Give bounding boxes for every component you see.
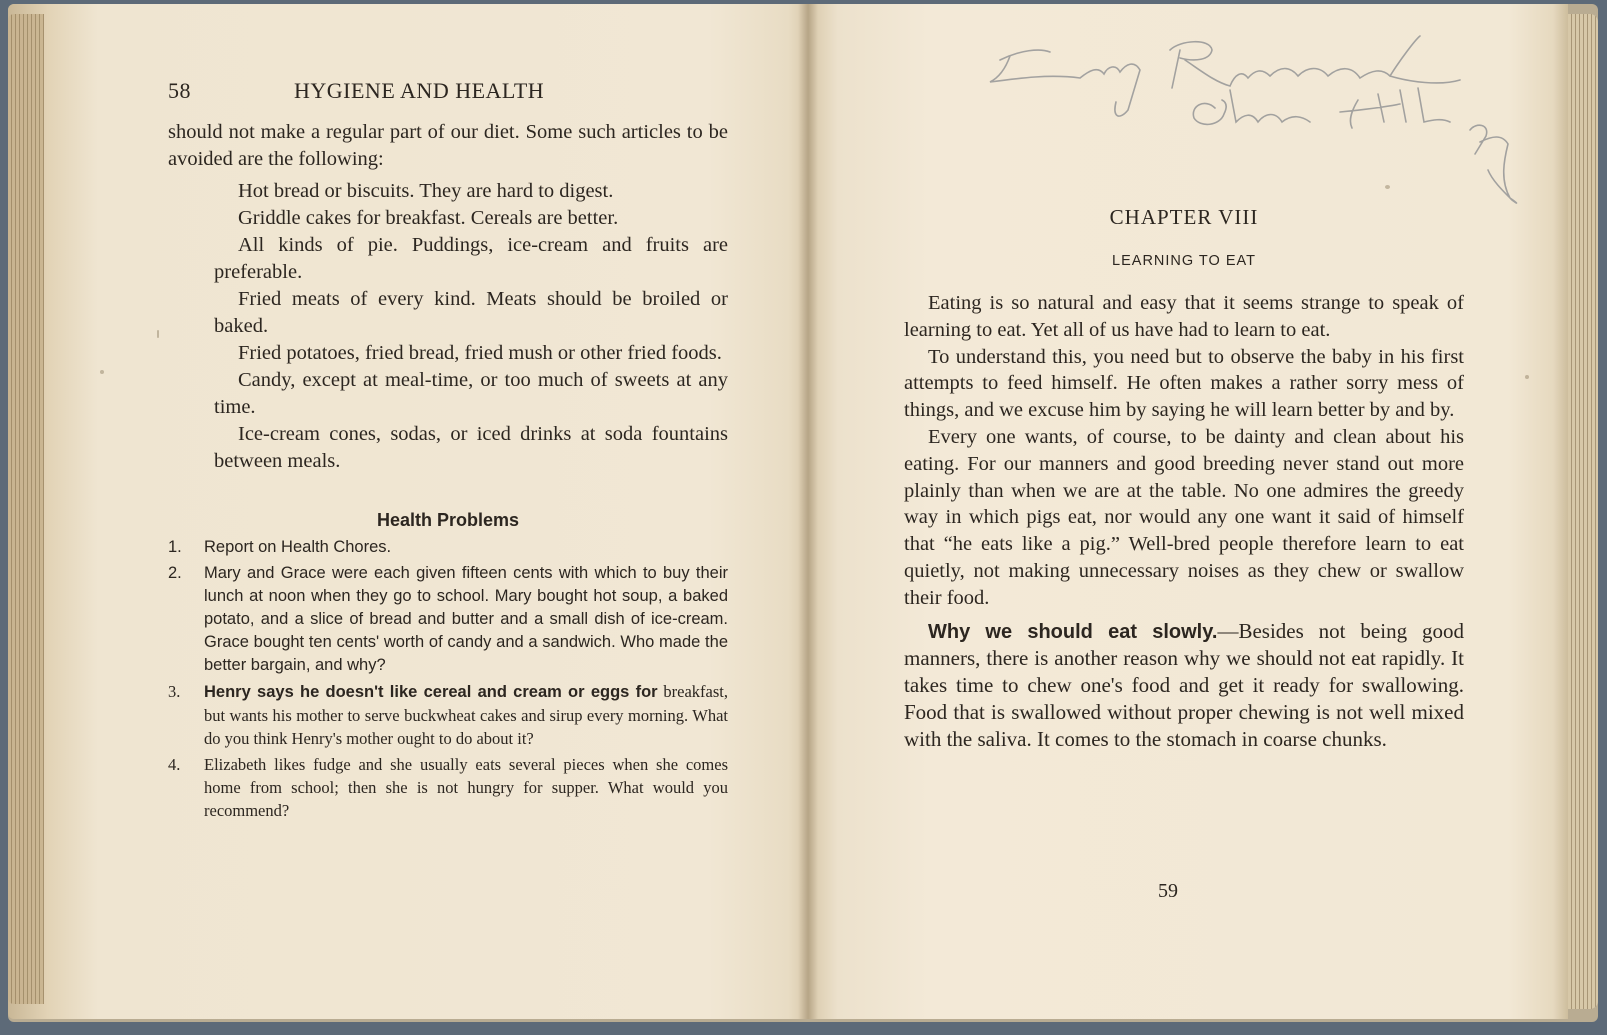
handwritten-inscription (980, 30, 1520, 210)
avoid-list-item: Griddle cakes for breakfast. Cereals are better. (238, 207, 619, 229)
avoid-list-item: Ice-cream cones, sodas, or iced drinks at soda fountains between meals. (214, 423, 728, 472)
opening-paragraph: should not make a regular part of our diet. Some such articles to be avoided are the following: (168, 121, 728, 170)
chapter-number: CHAPTER VIII (1109, 205, 1259, 229)
problem-text: Mary and Grace were each given fifteen cents with which to buy their lunch at noon when they go to school. Mary bought hot soup, a baked potato, and a slice of bread and butter and a small dish of ice-cream. Grace bought ten cents' worth of candy and a sandwich. Who made the better bargain, and why? (204, 564, 728, 674)
avoid-list-item: Hot bread or biscuits. They are hard to digest. (238, 180, 614, 202)
problems-list (168, 536, 728, 825)
body-paragraph: To understand this, you need but to observe the baby in his first attempts to feed himself. He often makes a rather sorry mess of things, and we excuse him by saying he will learn better by and by. (904, 345, 1464, 422)
problem-item (168, 562, 728, 677)
body-paragraph: Eating is so natural and easy that it seems strange to speak of learning to eat. Yet all of us have had to learn to eat. (904, 292, 1464, 341)
left-page-edges (8, 14, 44, 1004)
paper-speck (1385, 185, 1390, 189)
avoid-list-item: All kinds of pie. Puddings, ice-cream and fruits are preferable. (214, 234, 728, 283)
right-page-edges (1568, 14, 1598, 1009)
section-text: —Besides not being good manners, there is another reason why we should not eat rapidly. It takes time to chew one's food and get it ready for swallowing. Food that is swallowed without proper chewing is not well mixed with the saliva. It comes to the stomach in coarse chunks. (904, 618, 1464, 751)
left-page-number: 58 (168, 78, 191, 103)
avoid-list-item: Fried meats of every kind. Meats should be broiled or baked. (214, 288, 728, 337)
problem-text: Report on Health Chores. (204, 538, 392, 556)
problem-item (168, 753, 728, 822)
avoid-list-item: Candy, except at meal-time, or too much of sweets at any time. (214, 369, 728, 418)
paper-speck (100, 370, 104, 374)
paper-speck (157, 330, 159, 338)
problem-number: 2. (168, 564, 182, 582)
section-heading: Why we should eat slowly. (928, 620, 1218, 643)
problem-item (168, 680, 728, 750)
paper-speck (1525, 375, 1529, 379)
problem-number: 4. (168, 755, 181, 774)
problem-number: 1. (168, 538, 182, 556)
section-paragraph (904, 618, 1464, 753)
body-paragraph: Every one wants, of course, to be dainty and clean about his eating. For our manners and good breeding never stand out more plainly than when we are at the table. No one admires the greedy way in which pigs eat, nor would any one want it said of himself that “he eats like a pig.” Well-bred people therefore learn to eat quietly, not making unnecessary noises as they chew or swallow their food. (904, 425, 1464, 609)
problem-number: 3. (168, 682, 181, 701)
avoid-list (214, 178, 728, 475)
problem-text: Elizabeth likes fudge and she usually eats several pieces when she comes home from school; then she is not hungry for supper. What would you recommend? (204, 755, 728, 820)
chapter-title: LEARNING TO EAT (1112, 253, 1256, 269)
problem-text: breakfast, but wants his mother to serve buckwheat cakes and sirup every morning. What do you think Henry's mother ought to do about it? (204, 682, 728, 748)
running-head-title: HYGIENE AND HEALTH (294, 78, 545, 103)
right-page-body (904, 290, 1464, 753)
problem-item (168, 536, 728, 559)
health-problems-heading: Health Problems (376, 510, 520, 530)
problem-lead: Henry says he doesn't like cereal and cream or eggs for (204, 683, 658, 701)
book-gutter (798, 4, 818, 1019)
avoid-list-item: Fried potatoes, fried bread, fried mush or other fried foods. (238, 342, 722, 364)
right-page-number: 59 (1158, 880, 1178, 902)
